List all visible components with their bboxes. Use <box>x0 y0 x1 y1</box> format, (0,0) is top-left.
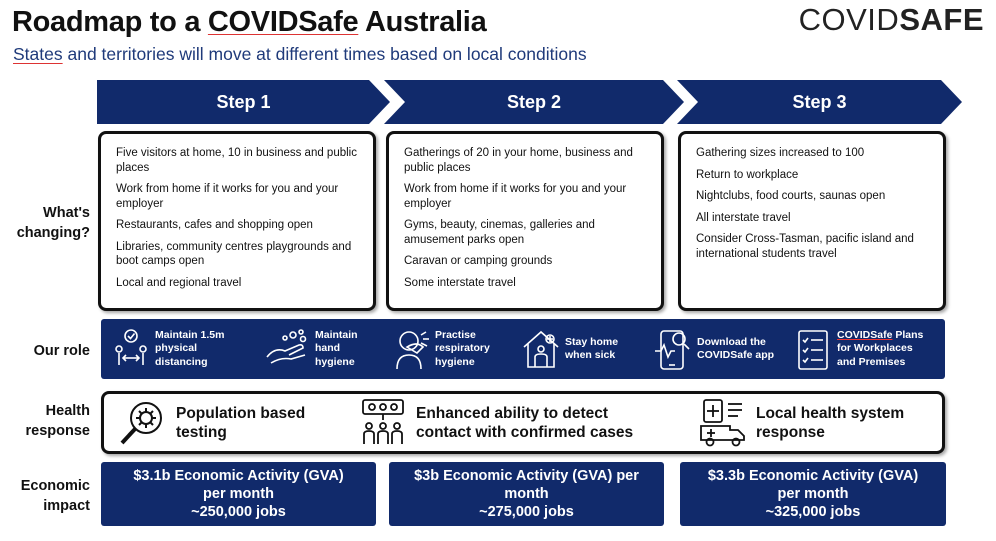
step-2-arrow <box>384 80 684 124</box>
row-label-health-response: Health response <box>25 403 90 439</box>
role-stay-home: Stay home when sick <box>521 327 618 371</box>
change-item: Gyms, beauty, cinemas, galleries and amusement parks open <box>404 219 595 246</box>
step-1-arrow <box>97 80 390 124</box>
change-item: Gatherings of 20 in your home, business and public places <box>404 147 633 174</box>
row-label-our-role: Our role <box>33 343 90 359</box>
ambulance-icon <box>698 398 748 448</box>
economic-step-1: $3.1b Economic Activity (GVA) per month ~250,000 jobs <box>101 462 376 526</box>
health-contact-detection: Enhanced ability to detect contact with confirmed cases <box>358 398 633 448</box>
health-response-box <box>101 391 945 454</box>
economic-step-2: $3b Economic Activity (GVA) per month ~275,000 jobs <box>389 462 664 526</box>
phone-app-icon <box>653 327 693 371</box>
change-item: Work from home if it works for you and your employer <box>404 183 627 210</box>
stay-home-icon <box>521 327 561 371</box>
economic-step-3: $3.3b Economic Activity (GVA) per month ~325,000 jobs <box>680 462 946 526</box>
covidsafe-logo: COVIDSAFE <box>798 2 984 37</box>
role-physical-distancing: Maintain 1.5m physical distancing <box>111 327 224 371</box>
role-hand-hygiene: Maintain hand hygiene <box>263 327 358 371</box>
contact-tracing-icon <box>358 398 408 448</box>
our-role-band <box>101 319 945 379</box>
change-item: Five visitors at home, 10 in business and public places <box>116 147 357 174</box>
change-item: Gathering sizes increased to 100 <box>696 147 865 159</box>
role-download-app: Download the COVIDSafe app <box>653 327 774 371</box>
role-covidsafe-plans: COVIDSafe Plans for Workplaces and Premises <box>793 327 923 371</box>
step-3-arrow <box>677 80 962 124</box>
change-item: Caravan or camping grounds <box>404 255 553 267</box>
change-item: Return to workplace <box>696 168 799 181</box>
change-item: Libraries, community centres playgrounds and boot camps open <box>116 240 352 267</box>
checklist-icon <box>793 327 833 371</box>
page-title: Roadmap to a COVIDSafe Australia <box>12 6 487 38</box>
change-item: Work from home if it works for you and your employer <box>116 183 339 210</box>
changes-step-1 <box>98 131 376 311</box>
step-1-label: Step 1 <box>216 91 271 112</box>
virus-magnifier-icon <box>118 398 168 448</box>
page-subtitle: States and territories will move at different times based on local conditions <box>13 44 587 64</box>
change-item: Restaurants, cafes and shopping open <box>116 219 313 231</box>
change-item: Consider Cross-Tasman, pacific island and international students travel <box>696 233 914 260</box>
row-label-whats-changing: What's changing? <box>16 205 90 241</box>
health-local-system: Local health system response <box>698 398 904 448</box>
sneeze-icon <box>391 327 431 371</box>
changes-step-2 <box>386 131 664 311</box>
step-2-label: Step 2 <box>506 91 562 112</box>
step-3-label: Step 3 <box>792 91 847 112</box>
role-respiratory-hygiene: Practise respiratory hygiene <box>391 327 490 371</box>
change-item: Local and regional travel <box>116 276 242 289</box>
change-item: All interstate travel <box>696 211 791 224</box>
changes-step-3 <box>678 131 946 311</box>
change-item: Some interstate travel <box>404 276 516 289</box>
hand-washing-icon <box>263 327 311 371</box>
distancing-icon <box>111 327 151 371</box>
health-population-testing: Population based testing <box>118 398 305 448</box>
change-item: Nightclubs, food courts, saunas open <box>696 190 886 202</box>
row-label-economic-impact: Economic impact <box>20 478 90 514</box>
